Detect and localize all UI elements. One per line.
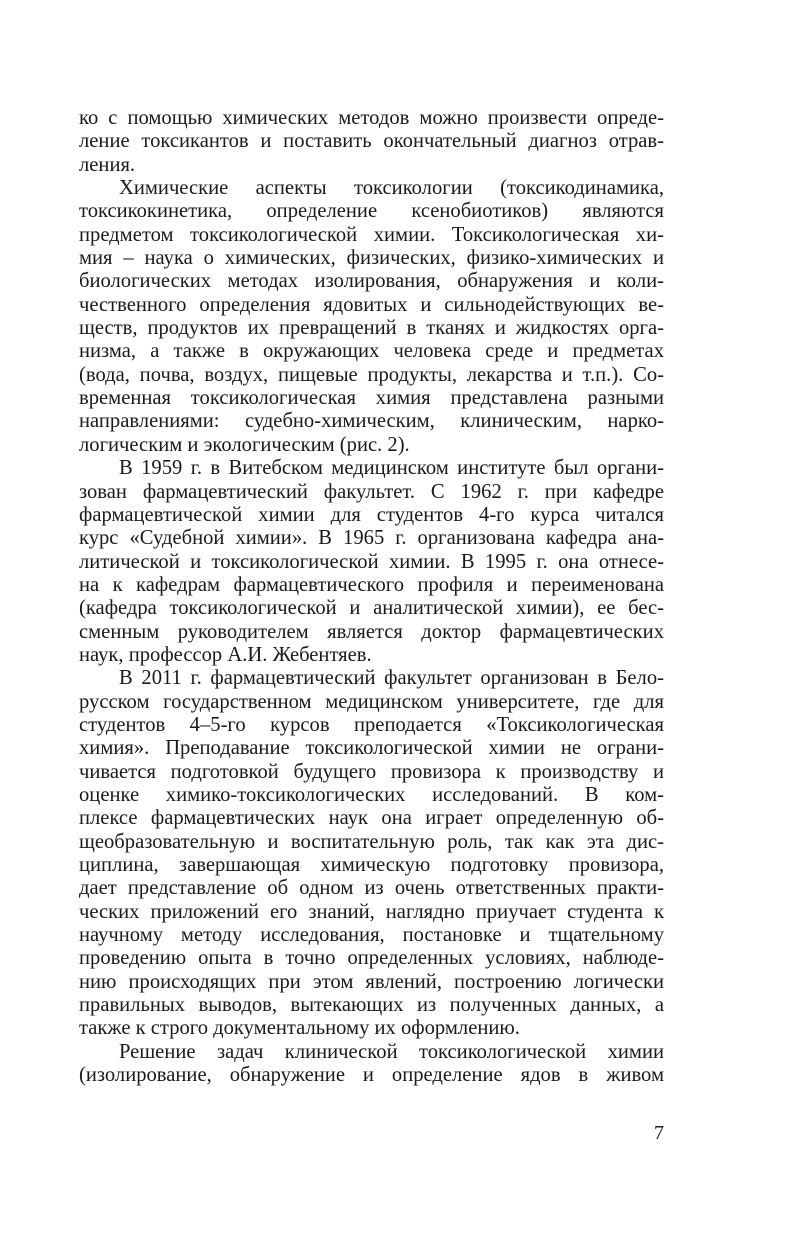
text-line: также к строго документальному их оформлению. <box>79 1017 520 1040</box>
text-line: мия – наука о химических, физических, физико-химических и <box>79 247 664 270</box>
paragraph <box>79 457 664 667</box>
text-line: плексе фармацевтических наук она играет определенную об- <box>79 807 664 830</box>
text-line: ления. <box>79 153 136 176</box>
text-line: ление токсикантов и поставить окончательный диагноз отрав- <box>79 130 664 153</box>
text-line: ко с помощью химических методов можно произвести опреде- <box>79 107 664 129</box>
text-line: курс «Судебной химии». В 1965 г. организована кафедра ана- <box>79 527 664 550</box>
text-line: (вода, почва, воздух, пищевые продукты, лекарства и т.п.). Со- <box>79 363 664 386</box>
text-line: ществ, продуктов их превращений в тканях и жидкостях орга- <box>79 317 664 340</box>
text-line: чественного определения ядовитых и сильнодействующих ве- <box>79 293 664 316</box>
text-line: В 2011 г. фармацевтический факультет организован в Бело- <box>119 667 664 690</box>
text-line: фармацевтической химии для студентов 4-го курса читался <box>79 503 664 526</box>
text-line: студентов 4–5-го курсов преподается «Токсикологическая <box>79 713 664 736</box>
text-line: (изолирование, обнаружение и определение ядов в живом <box>79 1064 664 1087</box>
paragraph <box>79 107 664 177</box>
paragraph <box>79 177 664 457</box>
text-line: Решение задач клинической токсикологической химии <box>119 1040 664 1063</box>
text-line: (кафедра токсикологической и аналитической химии), ее бес- <box>79 597 664 620</box>
text-line: нию происходящих при этом явлений, построению логически <box>79 970 664 993</box>
text-line: биологических методах изолирования, обнаружения и коли- <box>79 270 664 293</box>
text-line: логическим и экологическим (рис. 2). <box>79 433 410 456</box>
text-line: химия». Преподавание токсикологической химии не ограни- <box>79 737 664 760</box>
text-line: чивается подготовкой будущего провизора к производству и <box>79 760 664 783</box>
text-line: токсикокинетика, определение ксенобиотиков) являются <box>79 200 664 223</box>
text-line: правильных выводов, вытекающих из полученных данных, а <box>79 994 664 1017</box>
text-line: циплина, завершающая химическую подготовку провизора, <box>79 854 664 876</box>
text-line: Химические аспекты токсикологии (токсикодинамика, <box>119 177 664 200</box>
text-line: временная токсикологическая химия представлена разными <box>79 387 664 410</box>
text-line: сменным руководителем является доктор фармацевтических <box>79 620 664 643</box>
text-line: ческих приложений его знаний, наглядно приучает студента к <box>79 900 664 923</box>
text-line: предметом токсикологической химии. Токсикологическая хи- <box>79 223 664 246</box>
text-line: зован фармацевтический факультет. С 1962 г. при кафедре <box>79 480 664 503</box>
page-number: 7 <box>654 1122 664 1144</box>
text-line: щеобразовательную и воспитательную роль, так как эта дис- <box>79 830 664 853</box>
text-line: низма, а также в окружающих человека среде и предметах <box>79 340 664 363</box>
text-line: на к кафедрам фармацевтического профиля и переименована <box>79 573 664 596</box>
text-line: проведению опыта в точно определенных условиях, наблюде- <box>79 947 664 970</box>
text-line: дает представление об одном из очень ответственных практи- <box>79 877 664 900</box>
paragraph <box>79 667 664 1041</box>
page-body <box>79 107 664 1087</box>
paragraph <box>79 1041 664 1088</box>
text-line: литической и токсикологической химии. В 1995 г. она отнесе- <box>79 550 664 573</box>
text-line: оценке химико-токсикологических исследований. В ком- <box>79 783 664 806</box>
text-line: В 1959 г. в Витебском медицинском институте был органи- <box>119 457 664 480</box>
text-line: русском государственном медицинском университете, где для <box>79 690 664 713</box>
text-line: наук, профессор А.И. Жебентяев. <box>79 643 372 666</box>
text-line: научному методу исследования, постановке и тщательному <box>79 924 664 947</box>
text-line: направлениями: судебно-химическим, клиническим, нарко- <box>79 410 664 433</box>
